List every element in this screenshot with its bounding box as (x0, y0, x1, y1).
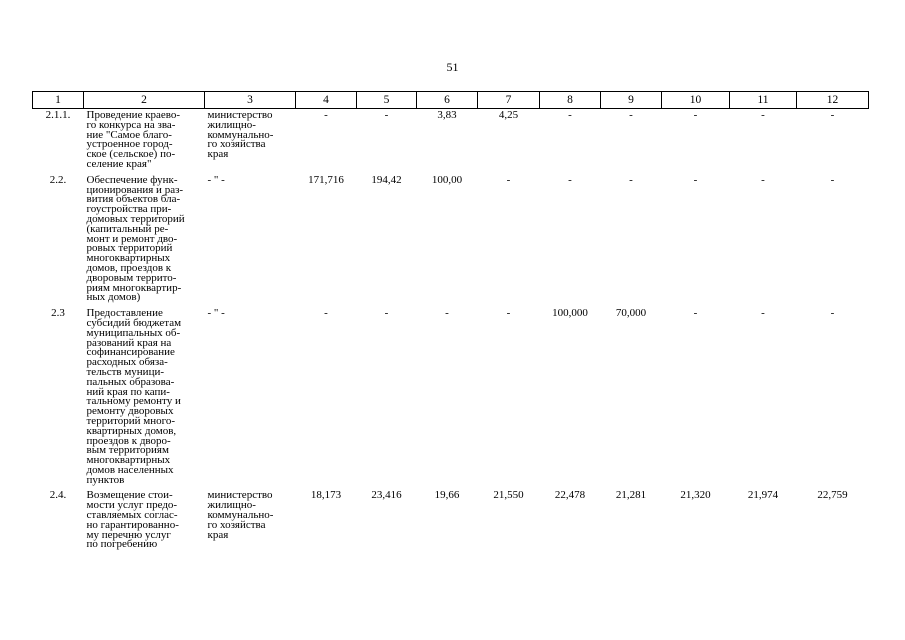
row-executor (205, 174, 296, 307)
column-header: 11 (730, 92, 797, 109)
description-line: расходных обяза- (86, 356, 168, 369)
executor-line: - " - (207, 173, 225, 186)
value-cell: 3,83 (437, 109, 457, 121)
description-line: софинансирование (86, 346, 175, 359)
description-line: ных домов) (86, 291, 141, 304)
description-line: вития объектов бла- (86, 193, 181, 206)
value-cell: 4,25 (498, 109, 519, 121)
description-line: многоквартирных (86, 252, 171, 265)
row-code: 2.1.1. (45, 109, 71, 121)
description-line: проездов к дворо- (86, 434, 171, 447)
description-line: домов, проездов к (86, 261, 172, 274)
column-header: 7 (478, 92, 540, 109)
value-cell: - (830, 307, 835, 320)
description-line: пунктов (86, 473, 125, 486)
description-line: муниципальных об- (86, 326, 181, 339)
column-header: 4 (296, 92, 357, 109)
value-cell: - (506, 307, 511, 320)
executor-line: министерство (207, 489, 273, 502)
value-cell: 21,320 (680, 489, 711, 502)
column-header: 8 (540, 92, 601, 109)
description-line: многоквартирных (86, 454, 171, 467)
row-code: 2.3 (51, 307, 65, 320)
value-cell: 171,716 (308, 173, 344, 186)
value-cell: 18,173 (310, 489, 342, 502)
description-line: Обеспечение функ- (86, 173, 178, 186)
row-code: 2.2. (49, 173, 67, 186)
row-executor (205, 109, 296, 174)
column-header: 3 (205, 92, 296, 109)
description-line: му перечню услуг (86, 528, 171, 541)
value-cell: 194,42 (371, 173, 402, 186)
row-description (84, 307, 205, 489)
value-cell: - (761, 307, 765, 320)
value-cell: - (761, 173, 765, 186)
description-line: по погребению (86, 538, 158, 551)
value-cell: - (761, 109, 765, 121)
description-line: селение края" (86, 157, 152, 170)
description-line: мости услуг предо- (86, 499, 178, 512)
data-table (32, 91, 869, 554)
executor-line: коммунально- (207, 509, 274, 522)
description-line: ставляемых соглас- (86, 509, 178, 522)
row-code: 2.4. (49, 489, 67, 502)
description-line: домовых территорий (86, 212, 185, 225)
value-cell: - (506, 173, 511, 186)
value-cell: - (445, 307, 449, 320)
description-line: ское (сельское) по- (86, 148, 176, 161)
description-line: ровых территорий (86, 242, 173, 255)
description-line: квартирных домов, (86, 424, 177, 437)
description-line: Возмещение стои- (86, 489, 173, 502)
value-cell: - (629, 173, 633, 186)
column-header: 9 (601, 92, 662, 109)
description-line: территорий много- (86, 414, 176, 427)
table-row (33, 174, 869, 307)
value-cell: - (693, 109, 698, 121)
description-line: Проведение краево- (86, 109, 181, 121)
row-executor (205, 307, 296, 489)
table-row (33, 489, 869, 554)
description-line: монт и ремонт дво- (86, 232, 178, 245)
row-description (84, 489, 205, 554)
value-cell: - (830, 109, 835, 121)
value-cell: 21,974 (747, 489, 779, 502)
value-cell: - (324, 109, 328, 121)
value-cell: 21,281 (615, 489, 647, 502)
column-header: 5 (357, 92, 417, 109)
value-cell: 70,000 (615, 307, 647, 320)
value-cell: - (568, 109, 572, 121)
value-cell: - (384, 109, 389, 121)
executor-line: жилищно- (207, 499, 256, 512)
value-cell: 21,550 (493, 489, 524, 502)
header-row (33, 92, 869, 109)
value-cell: - (830, 173, 835, 186)
executor-line: - " - (207, 307, 225, 320)
column-header: 6 (417, 92, 478, 109)
description-line: пальных образова- (86, 375, 175, 388)
value-cell: 100,00 (431, 173, 463, 186)
description-line: гоустройства при- (86, 203, 172, 216)
value-cell: - (324, 307, 328, 320)
description-line: тальному ремонту и (86, 395, 181, 408)
column-header: 2 (84, 92, 205, 109)
executor-line: го хозяйства (207, 138, 266, 151)
description-line: тельств муници- (86, 365, 164, 378)
description-line: разований края на (86, 336, 172, 349)
value-cell: 22,759 (817, 489, 848, 502)
description-line: го конкурса на зва- (86, 118, 176, 131)
description-line: Предоставление (86, 307, 163, 320)
description-line: вым территориям (86, 444, 169, 457)
executor-line: министерство (207, 109, 273, 121)
column-header: 1 (33, 92, 84, 109)
executor-line: края (207, 148, 229, 161)
executor-line: края (207, 528, 229, 541)
executor-line: го хозяйства (207, 518, 266, 531)
description-line: ние "Самое благо- (86, 128, 172, 141)
description-line: устроенное город- (86, 138, 173, 151)
description-line: но гарантированно- (86, 518, 179, 531)
description-line: ний края по капи- (86, 385, 170, 398)
page-number: 51 (446, 60, 459, 74)
value-cell: 23,416 (371, 489, 402, 502)
row-description (84, 109, 205, 174)
column-header: 12 (797, 92, 869, 109)
description-line: риям многоквартир- (86, 281, 182, 294)
table-row (33, 109, 869, 174)
column-header: 10 (662, 92, 730, 109)
executor-line: жилищно- (207, 118, 256, 131)
description-line: (капитальный ре- (86, 222, 169, 235)
value-cell: 100,000 (552, 307, 588, 320)
value-cell: - (568, 173, 572, 186)
description-line: ционирования и раз- (86, 183, 184, 196)
description-line: дворовым террито- (86, 271, 177, 284)
row-executor (205, 489, 296, 554)
value-cell: - (384, 307, 389, 320)
value-cell: 22,478 (554, 489, 586, 502)
value-cell: - (693, 173, 698, 186)
value-cell: - (693, 307, 698, 320)
executor-line: коммунально- (207, 128, 274, 141)
description-line: субсидий бюджетам (86, 316, 182, 329)
value-cell: 19,66 (434, 489, 460, 502)
description-line: ремонту дворовых (86, 405, 174, 418)
value-cell: - (629, 109, 633, 121)
row-description (84, 174, 205, 307)
table-row (33, 307, 869, 489)
description-line: домов населенных (86, 463, 174, 476)
